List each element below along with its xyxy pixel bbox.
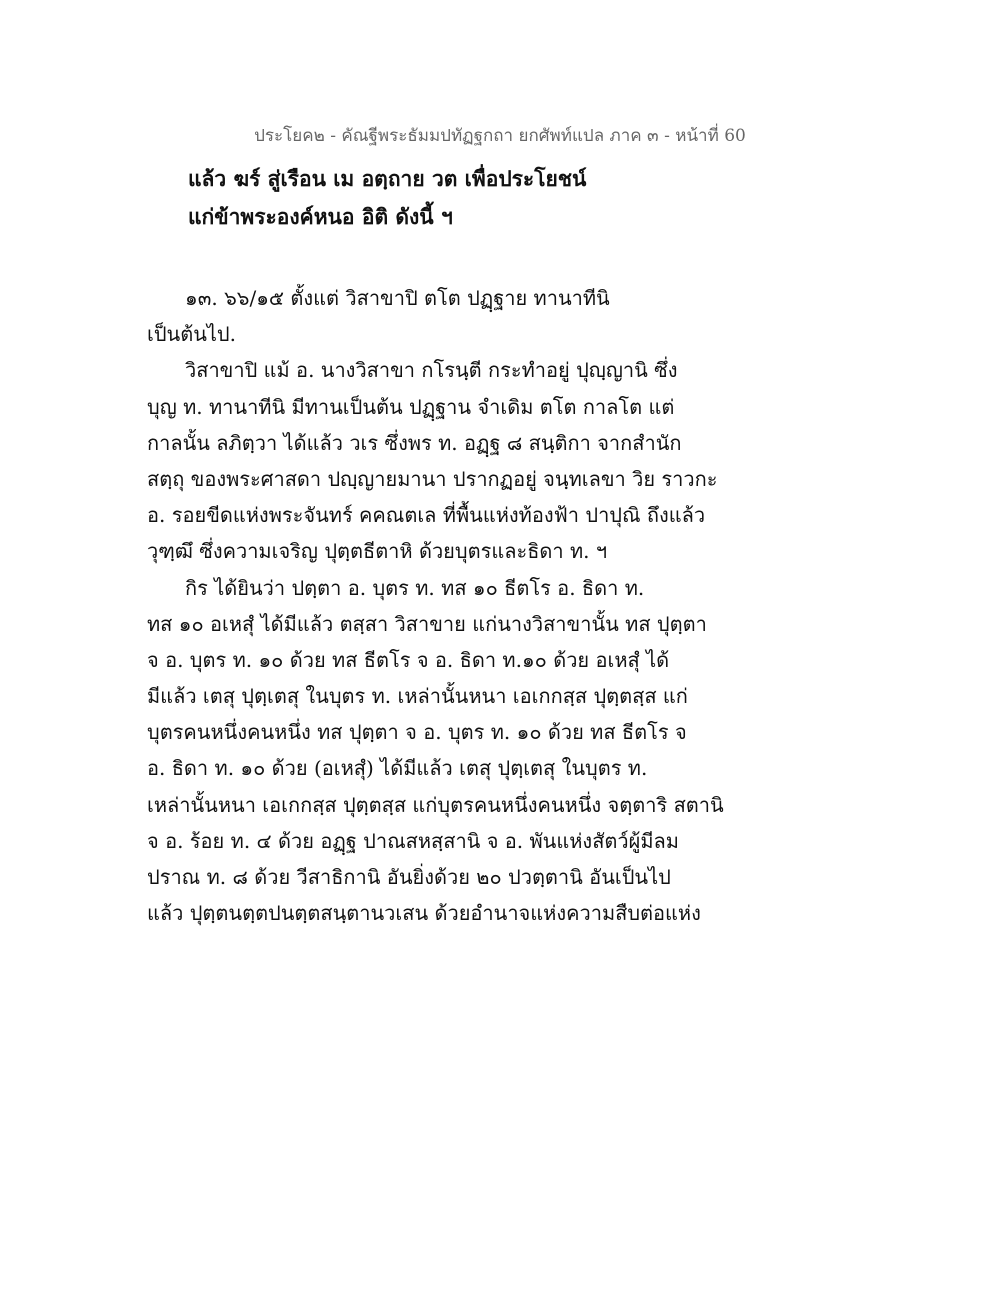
paragraph-line: บุญ ท. ทานาทีนิ มีทานเป็นต้น ปฏฺฐาน จำเดิม ตโต กาลโต แต่ xyxy=(147,394,675,419)
paragraph-line: ๑๓. ๖๖/๑๕ ตั้งแต่ วิสาขาปิ ตโต ปฏฺฐาย ทานาทีนิ xyxy=(185,286,610,310)
paragraph-line: กาลนั้น ลภิตฺวา ได้แล้ว วเร ซึ่งพร ท. อฏฺฐ ๘ สนฺติกา จากสำนัก xyxy=(147,430,682,455)
paragraph-line: อ. ธิดา ท. ๑๐ ด้วย (อเหสุํ) ได้มีแล้ว เตสุ ปุตฺเตสุ ในบุตร ท. xyxy=(147,756,648,781)
paragraph-line: กิร ได้ยินว่า ปตฺตา อ. บุตร ท. ทส ๑๐ ธีตโร อ. ธิดา ท. xyxy=(185,575,645,600)
paragraph-line: บุตรคนหนึ่งคนหนึ่ง ทส ปุตฺตา จ อ. บุตร ท. ๑๐ ด้วย ทส ธีตโร จ xyxy=(147,720,687,745)
paragraph-line: แล้ว ปุตฺตนตฺตปนตฺตสนฺตานวเสน ด้วยอำนาจแห่งความสืบต่อแห่ง xyxy=(147,901,701,926)
paragraph-line: ปราณ ท. ๘ ด้วย วีสาธิกานิ อันยิ่งด้วย ๒๐ ปวตฺตานิ อันเป็นไป xyxy=(147,865,671,889)
paragraph-line: เป็นต้นไป. xyxy=(147,322,236,347)
paragraph-line: วิสาขาปิ แม้ อ. นางวิสาขา กโรนฺตี กระทำอยู่ ปุญฺญานิ ซึ่ง xyxy=(185,358,678,383)
body-text xyxy=(147,280,767,931)
bold-heading-block xyxy=(188,160,708,236)
paragraph-line: ทส ๑๐ อเหสุํ ได้มีแล้ว ตสฺสา วิสาขาย แก่นางวิสาขานั้น ทส ปุตฺตา xyxy=(147,611,707,636)
page-header: ประโยค๒ - คัณฐีพระธัมมปทัฏฐกถา ยกศัพท์แปล ภาค ๓ - หน้าที่ 60 xyxy=(254,126,746,146)
bold-line: แล้ว ฆร์ สู่เรือน เม อตฺถาย วต เพื่อประโยชน์ xyxy=(188,166,587,191)
paragraph-line: จ อ. ร้อย ท. ๔ ด้วย อฏฺฐ ปาณสหสฺสานิ จ อ. พันแห่งสัตว์ผู้มีลม xyxy=(147,828,679,853)
paragraph-line: มีแล้ว เตสุ ปุตฺเตสุ ในบุตร ท. เหล่านั้นหนา เอเกกสฺส ปุตฺตสฺส แก่ xyxy=(147,684,688,709)
paragraph-line: เหล่านั้นหนา เอเกกสฺส ปุตฺตสฺส แก่บุตรคนหนึ่งคนหนึ่ง จตฺตาริ สตานิ xyxy=(147,792,724,817)
paragraph-line: อ. รอยขีดแห่งพระจันทร์ คคณตเล ที่พื้นแห่งท้องฟ้า ปาปุณิ ถึงแล้ว xyxy=(147,503,706,528)
paragraph-line: วุฑฺฒึ ซึ่งความเจริญ ปุตฺตธีตาหิ ด้วยบุตรและธิดา ท. ฯ xyxy=(147,539,608,564)
paragraph-line: จ อ. บุตร ท. ๑๐ ด้วย ทส ธีตโร จ อ. ธิดา ท.๑๐ ด้วย อเหสุํ ได้ xyxy=(147,647,670,672)
bold-line: แก่ข้าพระองค์หนอ อิติ ดังนี้ ฯ xyxy=(188,204,453,229)
paragraph-line: สตฺถุ ของพระศาสดา ปญฺญายมานา ปรากฏอยู่ จนฺทเลขา วิย ราวกะ xyxy=(147,466,718,491)
